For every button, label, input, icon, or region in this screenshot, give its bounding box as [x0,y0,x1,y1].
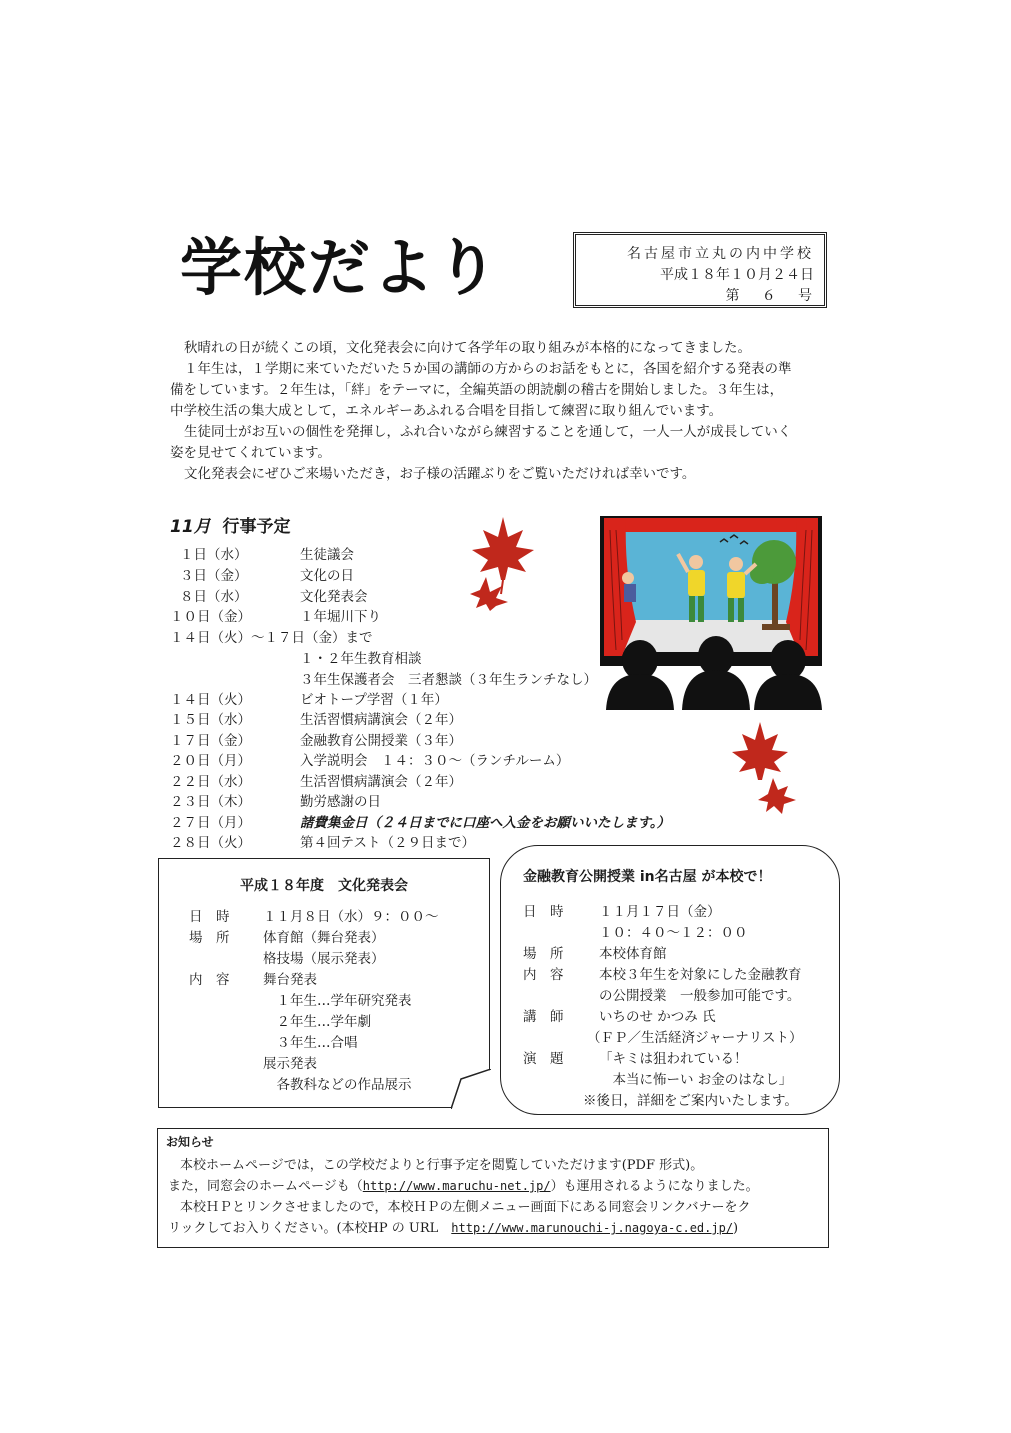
box-line: 体育館（舞台発表） [263,930,385,946]
box-line: 内 容 [189,972,230,988]
maple-leaf-icon [468,512,538,612]
alumni-link[interactable]: http://www.maruchu-net.jp/ [362,1179,551,1193]
notice-line: 本校ＨＰとリンクさせましたので，本校ＨＰの左側メニュー画面下にある同窓会リンクバナーをク [180,1200,751,1215]
box-line: 舞台発表 [263,972,317,988]
notice-box [157,1128,829,1248]
box-line: 各教科などの作品展示 [263,1077,412,1093]
box-line: 講 師 [523,1009,564,1025]
box-line: ３年生…合唱 [263,1035,358,1051]
notice-title: お知らせ [166,1135,214,1149]
box-line: １０：４０～１２：００ [599,925,748,941]
school-name: 名古屋市立丸の内中学校 [627,246,814,262]
intro-paragraph: 中学校生活の集大成として，エネルギーあふれる合唱を目指して練習に取り組んでいます。 [170,403,723,419]
notice-line: また，同窓会のホームページも（http://www.maruchu-net.jp/）も運用されるようになりました。 [168,1179,759,1194]
notice-line: リックしてお入りください。(本校HP の URL http://www.marunouchi-j.nagoya-c.ed.jp/) [168,1221,739,1236]
box-line: ２年生…学年劇 [263,1014,371,1030]
box-line: 本校体育館 [599,946,667,962]
school-info-box [573,232,827,308]
audience-silhouettes [606,636,822,710]
box-line: 場 所 [189,930,230,946]
box-line: １１月８日（水）９：００～ [263,909,439,925]
box-line: 格技場（展示発表） [263,951,385,967]
box-line: 「キミは狙われている！ [599,1051,748,1067]
maple-leaf-icon [728,720,798,815]
school-homepage-link[interactable]: http://www.marunouchi-j.nagoya-c.ed.jp/ [451,1221,734,1235]
notice-line: 本校ホームページでは，この学校だよりと行事予定を閲覧していただけます(PDF 形式)。 [180,1158,704,1173]
culture-box-title: 平成１８年度 文化発表会 [240,878,408,894]
schedule-heading: 11月 行事予定 [170,517,291,537]
box-line: ※後日，詳細をご案内いたします。 [583,1093,798,1109]
stage-illustration [596,510,826,710]
box-line: の公開授業 一般参加可能です。 [599,988,801,1004]
culture-festival-box [158,858,490,1108]
box-line: （ＦＰ／生活経済ジャーナリスト） [587,1030,803,1046]
issue-number: 第 ６ 号 [725,288,812,304]
finance-box-title: 金融教育公開授業 in名古屋 が本校で！ [523,869,772,885]
box-line: 内 容 [523,967,564,983]
intro-paragraph: 姿を見せてくれています。 [170,445,331,461]
page-fold-icon [451,1069,491,1109]
box-line: １１月１７日（金） [599,904,721,920]
box-line: 日 時 [523,904,564,920]
box-line: 日 時 [189,909,230,925]
intro-paragraph: １年生は，１学期に来ていただいた５か国の講師の方からのお話をもとに，各国を紹介する発表の準 [184,361,792,377]
box-line: 演 題 [523,1051,564,1067]
issue-date: 平成１８年１０月２４日 [660,267,814,283]
finance-education-box [500,845,840,1115]
box-line: 本校３年生を対象にした金融教育 [599,967,802,983]
box-line: 本当に怖ーい お金のはなし」 [599,1072,793,1088]
intro-paragraph: 文化発表会にぜひご来場いただき，お子様の活躍ぶりをご覧いただければ幸いです。 [184,466,696,482]
box-line: １年生…学年研究発表 [263,993,412,1009]
box-line: 展示発表 [263,1056,317,1072]
box-line: 場 所 [523,946,564,962]
intro-paragraph: 生徒同士がお互いの個性を発揮し，ふれ合いながら練習することを通して，一人一人が成長していく [184,424,792,440]
page-title: 学校だより [180,231,501,304]
intro-paragraph: 備をしています。２年生は，「絆」をテーマに，全編英語の朗読劇の稽古を開始しました。３年生は， [170,382,784,398]
intro-paragraph: 秋晴れの日が続くこの頃，文化発表会に向けて各学年の取り組みが本格的になってきました。 [184,340,751,356]
intro-text [170,338,840,485]
box-line: いちのせ かつみ 氏 [599,1009,716,1025]
